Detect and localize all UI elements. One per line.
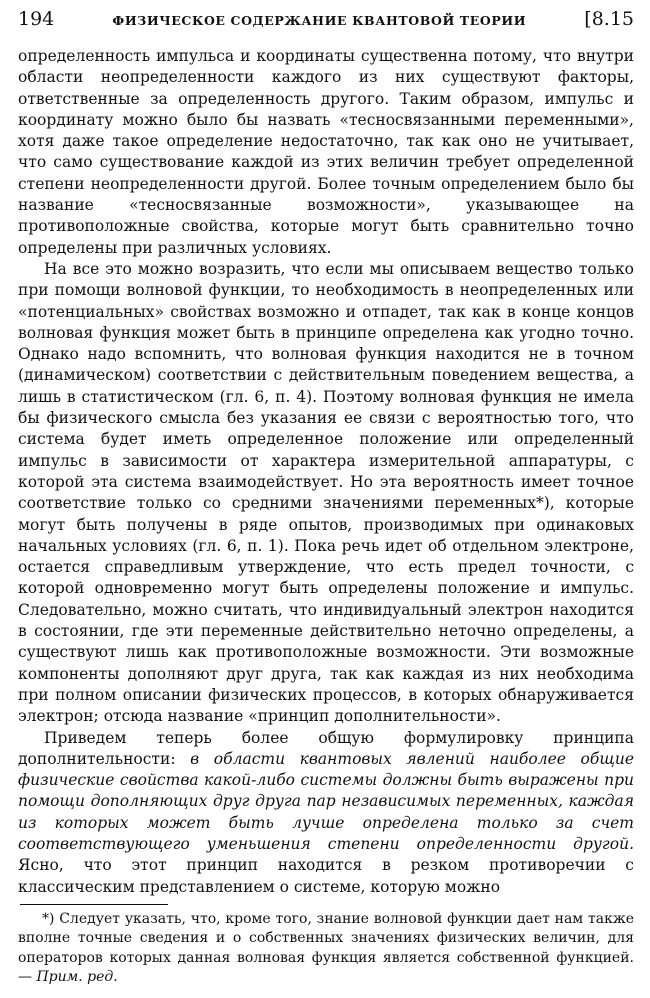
section-reference: [8.15 bbox=[584, 8, 634, 30]
running-title: ФИЗИЧЕСКОЕ СОДЕРЖАНИЕ КВАНТОВОЙ ТЕОРИИ bbox=[112, 13, 527, 28]
paragraph-2: На все это можно возразить, что если мы описываем вещество только при помощи волновой функции, то необходимость в неопределенных или «потенциальных» свойствах возможно и отпадет, так как в конце концов волновая функция может быть в принципе определена как угодно точно. Однако надо вспомнить, что волновая функция находится не в точном (динамическом) соответствии с действительным поведением вещества, а лишь в статистическом (гл. 6, п. 4). Поэтому волновая функция не имела бы физического смысла без указания ее связи с вероятностью того, что система будет иметь определенное положение или определенный импульс в зависимости от характера измерительной аппаратуры, с которой эта система взаимодействует. Но эта вероятность имеет точное соответствие только со средними значениями переменных*), которые могут быть получены в ряде опытов, производимых при одинаковых начальных условиях (гл. 6, п. 1). Пока речь идет об отдельном электроне, остается справедливым утверждение, что есть предел точности, с которой одновременно могут быть определены положение и импульс. Следовательно, можно считать, что индивидуальный электрон находится в состоянии, где эти переменные действительно неточно определены, а существуют лишь как противоположные возможности. Эти возможные компоненты дополняют друг друга, так как каждая из них необходима при полном описании физических процессов, в которых обнаруживается электрон; отсюда название «принцип дополнительности». bbox=[18, 259, 634, 726]
paragraph-3 bbox=[18, 728, 634, 898]
footnote-divider bbox=[20, 904, 168, 905]
footnote bbox=[18, 910, 634, 988]
footnote-text: *) Следует указать, что, кроме того, знание волновой функции дает нам также вполне точные сведения и о собственных значениях физических величин, для операторов которых данная волновая функция является собственной функцией. — bbox=[18, 910, 634, 986]
paragraph-3-intro: Приведем теперь более общую формулировку принципа дополнительности: bbox=[18, 728, 634, 768]
paragraph-3-rest: Ясно, что этот принцип находится в резком противоречии с классическим представлением о системе, которую можно bbox=[18, 856, 634, 896]
paragraph-1: определенность импульса и координаты существенна потому, что внутри области неопределенности каждого из них существуют факторы, ответственные за определенность другого. Таким образом, импульс и координату можно было бы назвать «тесносвязанными переменными», хотя даже такое определение недостаточно, так как оно не учитывает, что само существование каждой из этих величин требует определенной степени неопределенности другой. Более точным определением было бы название «тесносвязанные возможности», указывающее на противоположные свойства, которые могут быть сравнительно точно определены при различных условиях. bbox=[18, 47, 634, 257]
complementarity-principle-statement: в области квантовых явлений наиболее общие физические свойства какой-либо системы должны быть выражены при помощи дополняющих друг друга пар независимых переменных, каждая из которых может быть лучше определена только за счет соответствующего уменьшения степени определенности другой. bbox=[18, 749, 634, 853]
page-number: 194 bbox=[18, 8, 55, 30]
footnote-signature: Прим. ред. bbox=[36, 969, 118, 986]
page-header bbox=[18, 4, 634, 34]
main-text bbox=[18, 46, 634, 898]
